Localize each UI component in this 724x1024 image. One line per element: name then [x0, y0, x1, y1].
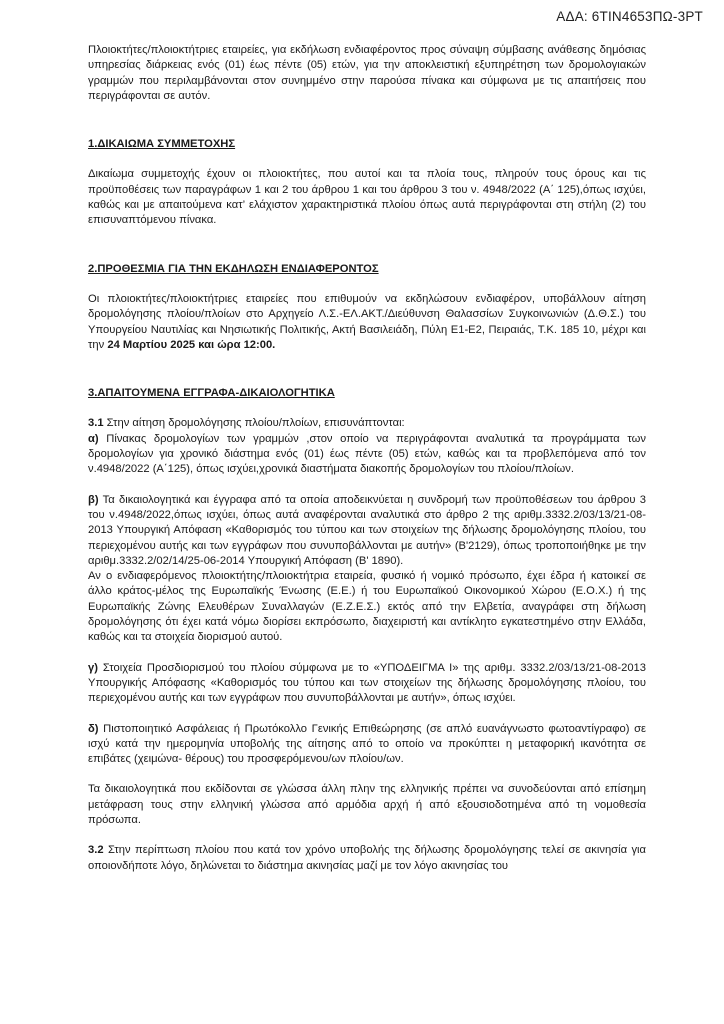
item-a-text: Πίνακας δρομολογίων των γραμμών ,στον οποίο να περιγράφονται αναλυτικά τα προγράμματα των δρομολογίων για χρονικό διάστημα ενός (01) έως πέντε (05) ετών, καθώς και τα προβλεπόμενα από τον ν.4948/2022 (Α΄125), όπως ισχύει,χρονικά διαστήματα διακοπής δρομολογίων του πλοίου/πλοίων.: [88, 432, 646, 476]
item-a: [88, 432, 646, 478]
item-b-label: β): [88, 493, 99, 506]
item-b: [88, 493, 646, 569]
section-3-title: 3.ΑΠΑΙΤΟΥΜΕΝΑ ΕΓΓΡΑΦΑ-ΔΙΚΑΙΟΛΟΓΗΤΙΚΑ: [88, 387, 335, 400]
section-2-text: [88, 292, 646, 353]
item-b-text: Τα δικαιολογητικά και έγγραφα από τα οποία αποδεικνύεται η συνδρομή των προϋποθέσεων του άρθρου 3 του ν.4948/2022,όπως ισχύει, όπως αυτά αναφέρονται αναλυτικά στο άρθρο 2 της αριθμ.3332.2/03/13/21-08-2013 Υπουργική Απόφαση «Καθορισμός του τύπου και των στοιχείων της δήλωσης δρομολόγησης πλοίου, του περιεχομένου αυτής και των εγγράφων που συνυποβάλλονται με αυτήν» (Β'2129), όπως τροποποιήθηκε με την αριθμ.3332.2/02/14/25-06-2014 Υπουργική Απόφαση (Β' 1890).: [88, 493, 646, 567]
ada-code: ΑΔΑ: 6ΤΙΝ4653ΠΩ-3ΡΤ: [556, 9, 703, 24]
paragraph-3-1-text: Στην αίτηση δρομολόγησης πλοίου/πλοίων, επισυνάπτονται:: [103, 417, 405, 430]
section-2-title: 2.ΠΡΟΘΕΣΜΙΑ ΓΙΑ ΤΗΝ ΕΚΔΗΛΩΣΗ ΕΝΔΙΑΦΕΡΟΝΤΟΣ: [88, 262, 379, 275]
item-d: [88, 722, 646, 768]
paragraph-3-2: [88, 843, 646, 874]
section-1-text: Δικαίωμα συμμετοχής έχουν οι πλοιοκτήτες, που αυτοί και τα πλοία τους, πληρούν τους όρους και τις προϋποθέσεις των παραγράφων 1 και 2 του άρθρου 1 και του άρθρου 3 του ν. 4948/2022 (Α΄ 125),όπως ισχύει, καθώς και με απαιτούμενα κατ’ ελάχιστον χαρακτηριστικά πλοίου όπως αυτά περιγράφονται στη στήλη (2) του επισυναπτόμενου πίνακα.: [88, 168, 646, 227]
item-a-label: α): [88, 432, 99, 445]
paragraph-3-1-label: 3.1: [88, 417, 104, 430]
paragraph-3-2-text: Στην περίπτωση πλοίου που κατά τον χρόνο υποβολής της δήλωσης δρομολόγησης τελεί σε ακινησία για οποιονδήποτε λόγο, δηλώνεται το διάστημα ακινησίας μαζί με τον λόγο ακινησίας του: [88, 844, 646, 872]
intro-paragraph: Πλοιοκτήτες/πλοιοκτήτριες εταιρείες, για εκδήλωση ενδιαφέροντος προς σύναψη σύμβασης ανάθεσης δημόσιας υπηρεσίας διάρκειας ενός (01) έως πέντε (05) ετών, για την αποκλειστική εξυπηρέτηση των δρομολογιακών γραμμών που περιλαμβάνονται στον συνημμένο στην παρούσα πίνακα και σύμφωνα με τις απαιτήσεις που περιγράφονται σε αυτόν.: [88, 44, 646, 102]
section-1-title: 1.ΔΙΚΑΙΩΜΑ ΣΥΜΜΕΤΟΧΗΣ: [88, 138, 236, 151]
paragraph-3-2-label: 3.2: [88, 844, 104, 857]
item-d-text: Πιστοποιητικό Ασφάλειας ή Πρωτόκολλο Γενικής Επιθεώρησης (σε απλό ευανάγνωστο φωτοαντίγραφο) σε ισχύ κατά την ημερομηνία υποβολής της αίτησης από το οποίο να προκύπτει η μεταφορική ικανότητα σε επιβάτες (χειμώνα- θέρους) του προσφερόμενου/ων πλοίου/ων.: [88, 722, 646, 766]
item-g: [88, 661, 646, 707]
paragraph-3-1: [88, 416, 646, 431]
document-body: [88, 43, 646, 874]
deadline: 24 Μαρτίου 2025 και ώρα 12:00.: [107, 338, 276, 351]
item-b-continued: Αν ο ενδιαφερόμενος πλοιοκτήτης/πλοιοκτήτρια εταιρεία, φυσικό ή νομικό πρόσωπο, έχει έδρα ή κατοικεί σε άλλο κράτος-μέλος της Ευρωπαϊκής Ένωσης (Ε.Ε.) ή του Ευρωπαϊκού Οικονομικού Χώρου (Ε.Ο.Χ.) ή της Ευρωπαϊκής Ζώνης Ελευθέρων Συναλλαγών (Ε.Ζ.Ε.Σ.) εκτός από την Ελβετία, αναγράφει στη δήλωση δρομολόγησης ότι έχει κατά νόμω διορίσει εκπρόσωπο, διαχειριστή και αντίκλητο εγκατεστημένο στην Ελλάδα, καθώς και τα στοιχεία διορισμού αυτού.: [88, 570, 646, 644]
item-g-label: γ): [88, 661, 98, 674]
translation-paragraph: Τα δικαιολογητικά που εκδίδονται σε γλώσσα άλλη πλην της ελληνικής πρέπει να συνοδεύονται από επίσημη μετάφραση τους στην ελληνική γλώσσα από αρμόδια αρχή ή από εξουσιοδοτημένα από τη νομοθεσία πρόσωπα.: [88, 783, 646, 826]
section-2-body: Οι πλοιοκτήτες/πλοιοκτήτριες εταιρείες που επιθυμούν να εκδηλώσουν ενδιαφέρον, υποβάλλουν αίτηση δρομολόγησης πλοίου/πλοίων στο Αρχηγείο Λ.Σ.-ΕΛ.ΑΚΤ./Διεύθυνση Θαλασσίων Συγκοινωνιών (Δ.Θ.Σ.) του Υπουργείου Ναυτιλίας και Νησιωτικής Πολιτικής, Ακτή Βασιλειάδη, Πύλη Ε1-Ε2, Πειραιάς, Τ.Κ. 185 10, μέχρι και την: [88, 292, 646, 351]
item-d-label: δ): [88, 722, 99, 735]
item-g-text: Στοιχεία Προσδιορισμού του πλοίου σύμφωνα με το «ΥΠΟΔΕΙΓΜΑ Ι» της αριθμ. 3332.2/03/13/21-08-2013 Υπουργικής Απόφασης «Καθορισμός του τύπου και των στοιχείων της δήλωσης δρομολόγησης πλοίου, του περιεχομένου αυτής και των εγγράφων που συνυποβάλλονται με αυτήν», όπως ισχύει.: [88, 661, 646, 705]
